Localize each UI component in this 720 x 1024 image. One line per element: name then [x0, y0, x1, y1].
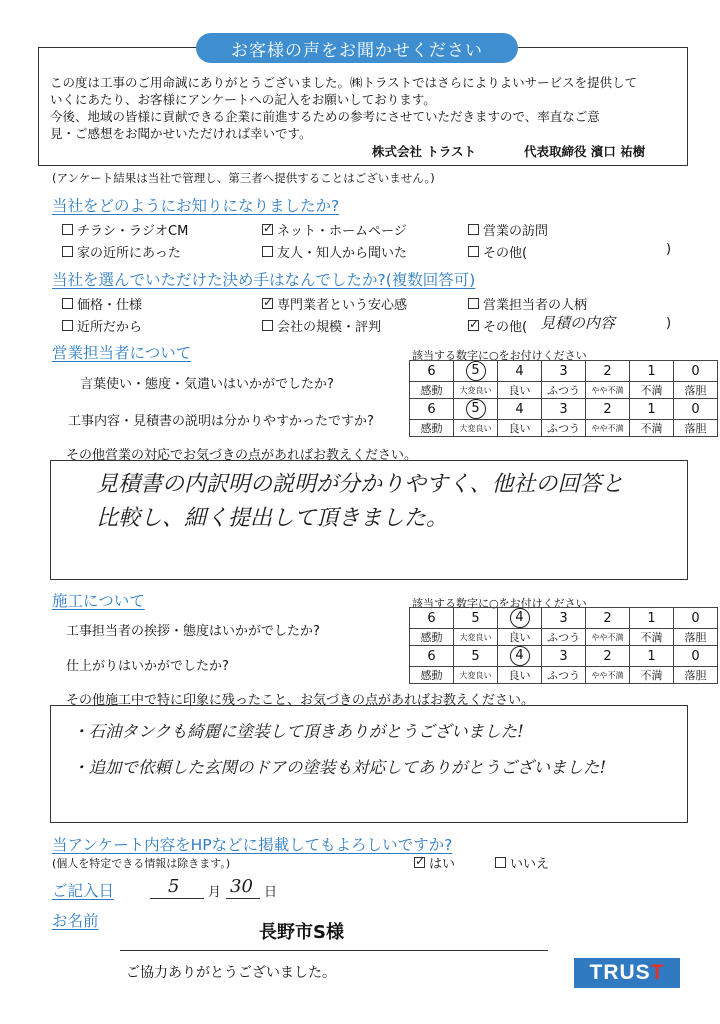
representative: 代表取締役 濱口 祐樹: [523, 144, 646, 159]
q2-option[interactable]: 価格・仕様: [62, 294, 142, 313]
checkbox[interactable]: [468, 298, 479, 309]
rating-label: 不満: [630, 420, 674, 437]
day-unit: 日: [264, 885, 278, 900]
q1-option[interactable]: ✓ ネット・ホームページ: [262, 220, 407, 239]
rating-cell[interactable]: 0: [674, 399, 718, 420]
rating-table: [409, 360, 718, 437]
rating-cell[interactable]: 3: [542, 361, 586, 382]
rating-cell[interactable]: 1: [630, 361, 674, 382]
rating-label: ふつう: [542, 667, 586, 684]
sales-comment: 見積書の内訳明の説明が分かりやすく、他社の回答と 比較し、細く提出して頂きました。: [96, 472, 624, 531]
survey-banner: お客様の声をお聞かせください: [196, 33, 518, 63]
rating-cell[interactable]: 6: [410, 608, 454, 629]
date-label: ご記入日: [52, 882, 115, 900]
q2-option[interactable]: ✓ その他(: [468, 316, 527, 335]
rating-cell[interactable]: 1: [630, 608, 674, 629]
rating-cell[interactable]: 3: [542, 646, 586, 667]
rating-cell[interactable]: 0: [674, 646, 718, 667]
checkbox[interactable]: [62, 246, 73, 257]
checkbox[interactable]: [62, 320, 73, 331]
rating-label: 不満: [630, 667, 674, 684]
rating-label: 良い: [498, 382, 542, 399]
rating-cell-selected[interactable]: 4: [498, 608, 542, 629]
intro-line: この度は工事のご用命誠にありがとうございました。㈱トラストではさらによりよいサービスを提供して: [50, 75, 638, 90]
rating-cell[interactable]: 0: [674, 361, 718, 382]
rating-cell[interactable]: 6: [410, 646, 454, 667]
q1-option[interactable]: 営業の訪問: [468, 220, 548, 239]
name-line: [120, 950, 548, 951]
checkbox-checked[interactable]: [262, 298, 273, 309]
rating-cell-selected[interactable]: 5: [454, 399, 498, 420]
checkbox[interactable]: [262, 246, 273, 257]
rating-label: 大変良い: [454, 629, 498, 646]
hp-title: 当アンケート内容をHPなどに掲載してもよろしいですか?: [52, 836, 453, 854]
rating-cell[interactable]: 6: [410, 361, 454, 382]
rating-label: 落胆: [674, 382, 718, 399]
signature: [372, 142, 645, 160]
rating-label: 大変良い: [454, 667, 498, 684]
rating-cell[interactable]: 2: [586, 361, 630, 382]
rating-cell[interactable]: 4: [498, 399, 542, 420]
rating-label: やや不満: [586, 629, 630, 646]
rating-label: 良い: [498, 629, 542, 646]
rating-cell-selected[interactable]: 5: [454, 361, 498, 382]
construction-question: 仕上がりはいかがでしたか?: [66, 659, 229, 674]
rating-label: 感動: [410, 382, 454, 399]
rating-cell[interactable]: 4: [498, 361, 542, 382]
hp-no-option[interactable]: いいえ: [495, 853, 549, 872]
q2-title: 当社を選んでいただけた決め手はなんでしたか?(複数回答可): [52, 271, 476, 289]
rating-cell[interactable]: 1: [630, 399, 674, 420]
q2-option[interactable]: ✓ 専門業者という安心感: [262, 294, 407, 313]
rating-cell[interactable]: 5: [454, 608, 498, 629]
intro-line: 今後、地域の皆様に貢献できる企業に前進するための参考にさせていただきますので、率直なご意: [50, 109, 600, 124]
rating-cell[interactable]: 5: [454, 646, 498, 667]
checkbox[interactable]: [495, 857, 506, 868]
close-paren: ): [666, 316, 672, 331]
rating-cell[interactable]: 2: [586, 399, 630, 420]
company-name: 株式会社 トラスト: [372, 144, 476, 159]
construction-comment: ・石油タンクも綺麗に塗装して頂きありがとうございました! ・追加で依頼した玄関のドアの塗装も対応してありがとうございました!: [72, 722, 607, 777]
rating-label: やや不満: [586, 382, 630, 399]
month-line: [150, 898, 204, 899]
construction-question: 工事担当者の挨拶・態度はいかがでしたか?: [66, 624, 320, 639]
rating-cell[interactable]: 3: [542, 608, 586, 629]
rating-label: 大変良い: [454, 382, 498, 399]
rating-label: 大変良い: [454, 420, 498, 437]
rating-label: ふつう: [542, 629, 586, 646]
intro-line: 見・ご感想をお聞かせいただければ幸いです。: [50, 126, 312, 141]
q2-option[interactable]: 営業担当者の人柄: [468, 294, 587, 313]
privacy-note: (アンケート結果は当社で管理し、第三者へ提供することはございません。): [52, 171, 435, 185]
rating-label: 良い: [498, 420, 542, 437]
intro-line: いくにあたり、お客様にアンケートへの記入をお願いしております。: [50, 92, 436, 107]
rating-table: [409, 607, 718, 684]
hp-yes-option[interactable]: ✓ はい: [414, 853, 455, 872]
rating-label: 不満: [630, 629, 674, 646]
rating-cell-selected[interactable]: 4: [498, 646, 542, 667]
q2-option[interactable]: 近所だから: [62, 316, 142, 335]
sales-comment-prompt: その他営業の対応でお気づきの点があればお教えください。: [66, 448, 418, 463]
construction-title: 施工について: [52, 592, 145, 610]
checkbox[interactable]: [62, 224, 73, 235]
q1-title: 当社をどのようにお知りになりましたか?: [52, 197, 340, 215]
handwritten-other: 見積の内容: [540, 314, 616, 332]
rating-cell[interactable]: 2: [586, 608, 630, 629]
rating-label: 感動: [410, 420, 454, 437]
rating-label: ふつう: [542, 382, 586, 399]
sales-question: 工事内容・見積書の説明は分かりやすかったですか?: [68, 414, 374, 429]
rating-cell[interactable]: 2: [586, 646, 630, 667]
month-unit: 月: [208, 885, 222, 900]
rating-label: 落胆: [674, 667, 718, 684]
rating-cell[interactable]: 3: [542, 399, 586, 420]
sales-question: 言葉使い・態度・気遣いはいかがでしたか?: [80, 377, 334, 392]
customer-name: 長野市S様: [259, 922, 344, 943]
construction-comment-prompt: その他施工中で特に印象に残ったこと、お気づきの点があればお教えください。: [66, 693, 535, 708]
q1-option[interactable]: 家の近所にあった: [62, 242, 181, 261]
intro-text: [50, 74, 680, 142]
month-value: 5: [168, 876, 180, 897]
rating-cell[interactable]: 6: [410, 399, 454, 420]
rating-label: 感動: [410, 667, 454, 684]
rating-label: やや不満: [586, 667, 630, 684]
close-paren: ): [666, 242, 672, 257]
q1-option[interactable]: チラシ・ラジオCM: [62, 220, 188, 239]
hp-note: (個人を特定できる情報は除きます。): [52, 857, 231, 870]
rating-label: 不満: [630, 382, 674, 399]
rating-instruction: 該当する数字に○をお付けください: [412, 597, 587, 610]
rating-cell[interactable]: 1: [630, 646, 674, 667]
checkbox-checked[interactable]: [414, 857, 425, 868]
rating-label: 落胆: [674, 420, 718, 437]
rating-label: 良い: [498, 667, 542, 684]
rating-label: やや不満: [586, 420, 630, 437]
checkbox[interactable]: [262, 320, 273, 331]
checkbox-checked[interactable]: [468, 320, 479, 331]
day-value: 30: [230, 876, 253, 897]
q2-option[interactable]: 会社の規模・評判: [262, 316, 381, 335]
q1-option[interactable]: 友人・知人から聞いた: [262, 242, 407, 261]
rating-label: 落胆: [674, 629, 718, 646]
rating-label: 感動: [410, 629, 454, 646]
rating-cell[interactable]: 0: [674, 608, 718, 629]
sales-title: 営業担当者について: [52, 344, 192, 362]
checkbox[interactable]: [468, 246, 479, 257]
trust-logo: TRUS T: [574, 958, 680, 988]
name-label: お名前: [52, 912, 99, 930]
checkbox-checked[interactable]: [262, 224, 273, 235]
rating-label: ふつう: [542, 420, 586, 437]
checkbox[interactable]: [62, 298, 73, 309]
rating-instruction: 該当する数字に○をお付けください: [412, 349, 587, 362]
day-line: [226, 898, 260, 899]
q1-option[interactable]: その他(: [468, 242, 527, 261]
checkbox[interactable]: [468, 224, 479, 235]
thanks-message: ご協力ありがとうございました。: [126, 965, 336, 981]
